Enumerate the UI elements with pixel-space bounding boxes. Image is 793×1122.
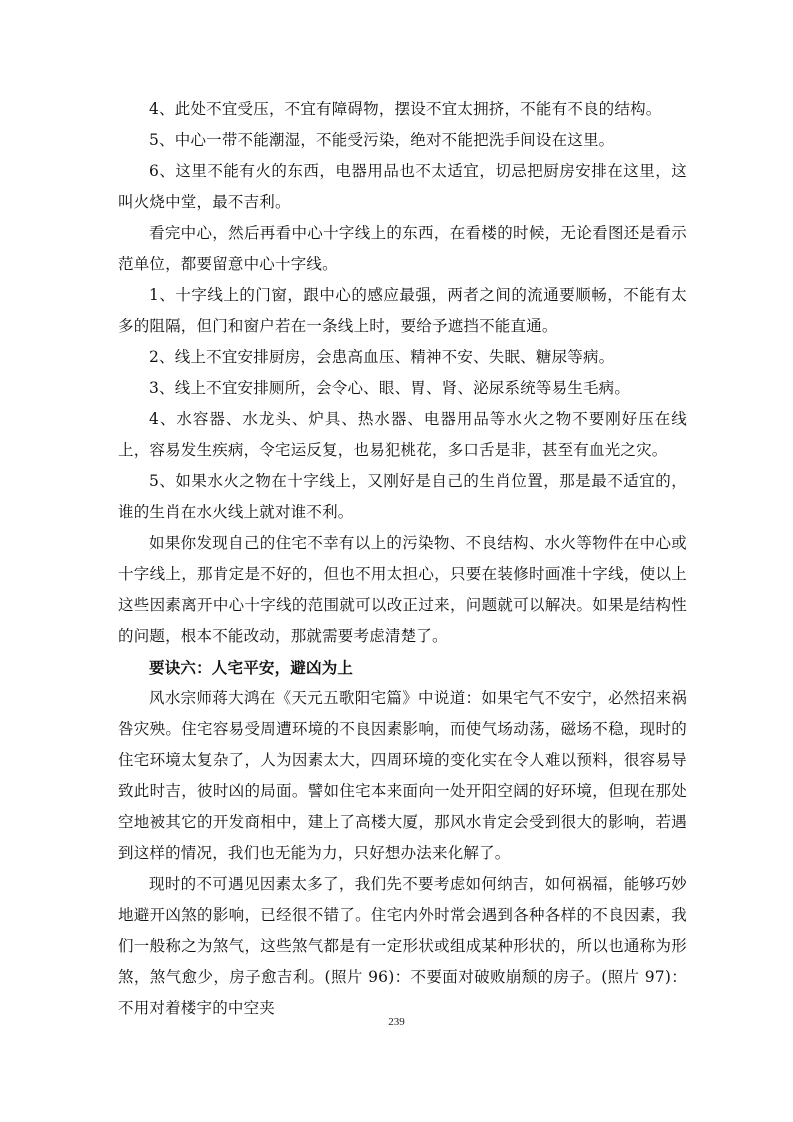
paragraph-crossline-item-2: 2、线上不宜安排厨房，会患高血压、精神不安、失眠、糖尿等病。 xyxy=(149,348,615,366)
paragraph-crossline-item-1: 1、十字线上的门窗，跟中心的感应最强，两者之间的流通要顺畅，不能有太多的阻隔，但门和窗户若在一条线上时，要给予遮挡不能直通。 xyxy=(118,286,687,335)
paragraph-item-4: 4、此处不宜受压，不宜有障碍物，摆设不宜太拥挤，不能有不良的结构。 xyxy=(149,100,662,118)
paragraph-crossline-item-5: 5、如果水火之物在十字线上，又刚好是自己的生肖位置，那是最不适宜的，谁的生肖在水火线上就对谁不利。 xyxy=(118,472,687,521)
paragraph-crossline-item-3: 3、线上不宜安排厕所，会令心、眼、胃、肾、泌尿系统等易生毛病。 xyxy=(149,379,631,397)
paragraph-sha-qi: 现时的不可遇见因素太多了，我们先不要考虑如何纳吉，如何祸福，能够巧妙地避开凶煞的影响，已经很不错了。住宅内外时常会遇到各种各样的不良因素，我们一般称之为煞气，这些煞气都是有一定形状或组成某种形状的，所以也通称为形煞，煞气愈少，房子愈吉利。(照片 96)：不要面对破败崩颓的房子。(照片 97)：不用对着楼宇的中空夹 xyxy=(118,875,687,1017)
paragraph-item-6: 6、这里不能有火的东西，电器用品也不太适宜，切忌把厨房安排在这里，这叫火烧中堂，最不吉利。 xyxy=(118,162,687,211)
body-text xyxy=(118,94,687,1024)
paragraph-remedy: 如果你发现自己的住宅不幸有以上的污染物、不良结构、水火等物件在中心或十字线上，那肯定是不好的，但也不用太担心，只要在装修时画准十字线，使以上这些因素离开中心十字线的范围就可以改正过来，问题就可以解决。如果是结构性的问题，根本不能改动，那就需要考虑清楚了。 xyxy=(118,534,687,645)
page-number: 239 xyxy=(388,1016,405,1028)
paragraph-crossline-item-4: 4、水容器、水龙头、炉具、热水器、电器用品等水火之物不要刚好压在线上，容易发生疾病，令宅运反复，也易犯桃花，多口舌是非，甚至有血光之灾。 xyxy=(118,410,687,459)
section-heading: 要诀六：人宅平安，避凶为上 xyxy=(149,658,354,677)
paragraph-center-crossline-intro: 看完中心，然后再看中心十字线上的东西，在看楼的时候，无论看图还是看示范单位，都要留意中心十字线。 xyxy=(118,224,687,273)
paragraph-item-5: 5、中心一带不能潮湿，不能受污染，绝对不能把洗手间设在这里。 xyxy=(149,131,615,149)
paragraph-jiang-dahong: 风水宗师蒋大鸿在《天元五歌阳宅篇》中说道：如果宅气不安宁，必然招来祸咎灾殃。住宅容易受周遭环境的不良因素影响，而使气场动荡，磁场不稳，现时的住宅环境太复杂了，人为因素太大，四周环境的变化实在令人难以预料，很容易导致此时吉，彼时凶的局面。譬如住宅本来面向一处开阳空阔的好环境，但现在那处空地被其它的开发商相中，建上了高楼大厦，那风水肯定会受到很大的影响，若遇到这样的情况，我们也无能为力，只好想办法来化解了。 xyxy=(118,689,687,862)
